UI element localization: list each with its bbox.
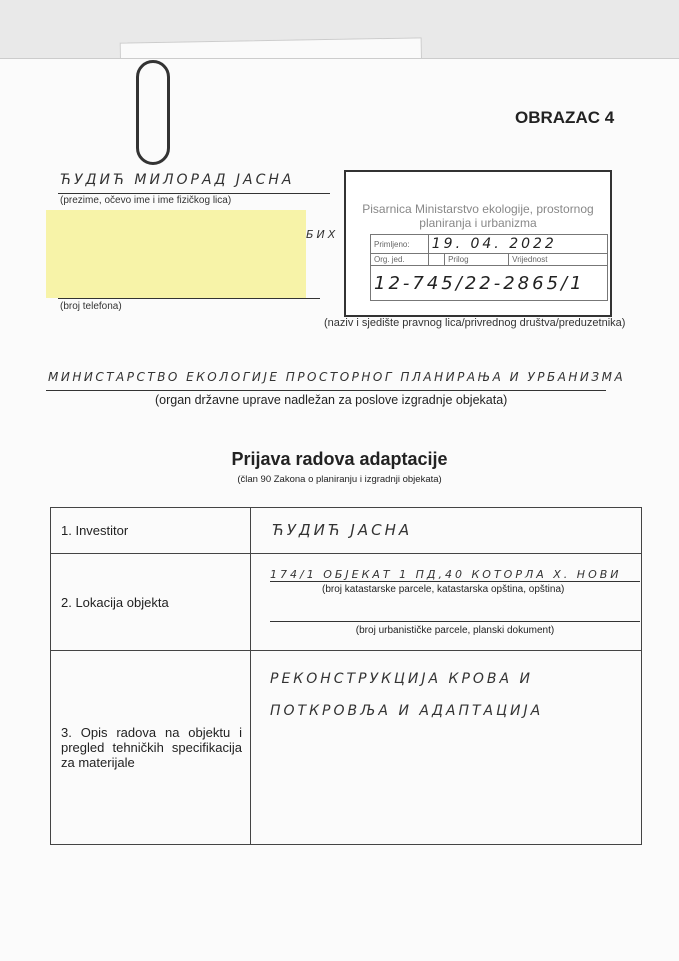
received-date: 19. 04. 2022 [428,235,607,254]
authority-name: МИНИСТАРСТВО ЕКОЛОГИЈЕ ПРОСТОРНОГ ПЛАНИРАЊА И УРБАНИЗМА [48,370,626,384]
cadastral-label: (broj katastarske parcele, katastarska opština, opština) [322,584,565,595]
application-form [50,507,642,845]
works-label: 3. Opis radova na objektu i pregled tehničkih specifikacija za materijale [51,651,251,845]
investor-label: 1. Investitor [51,508,251,554]
works-value-line1: РЕКОНСТРУКЦИЈА КРОВА И [270,671,534,687]
value-label: Vrijednost [509,254,608,266]
legal-entity-label: (naziv i sjedište pravnog lica/privrednog društva/preduzetnika) [324,317,626,329]
applicant-address: БИХ [306,228,339,241]
table-row [51,554,642,651]
page-subtitle: (član 90 Zakona o planiranju i izgradnji objekata) [237,474,442,485]
registry-stamp [344,170,612,317]
attachment-label: Prilog [445,254,509,266]
page-title: Prijava radova adaptacije [231,449,448,469]
works-value-line2: ПОТКРОВЉА И АДАПТАЦИЈА [270,703,544,719]
form-code: OBRAZAC 4 [515,108,615,127]
table-row [51,651,642,845]
authority-label: (organ državne uprave nadležan za poslove izgradnje objekata) [155,393,508,407]
registry-number: 12-745/22-2865/1 [371,266,608,301]
applicant-name-label: (prezime, očevo ime i ime fizičkog lica) [60,195,232,206]
phone-label: (broj telefona) [60,301,122,312]
urban-parcel-label: (broj urbanističke parcele, planski dokument) [270,621,640,636]
stamp-title: Pisarnica Ministarstvo ekologije, prostornog planiranja i urbanizma [362,202,594,230]
location-label: 2. Lokacija objekta [51,554,251,651]
received-label: Primljeno: [371,235,429,254]
location-value: 174/1 ОБЈЕКАТ 1 ПД,40 КОТОРЛА Х. НОВИ [270,568,640,582]
applicant-name: ЋУДИЋ МИЛОРАД ЈАСНА [60,172,295,188]
table-row [51,508,642,554]
investor-value: ЋУДИЋ ЈАСНА [272,521,413,539]
org-label: Org. jed. [371,254,429,266]
paperclip-icon [136,60,170,165]
redaction [46,210,306,298]
stamp-table [370,234,608,301]
